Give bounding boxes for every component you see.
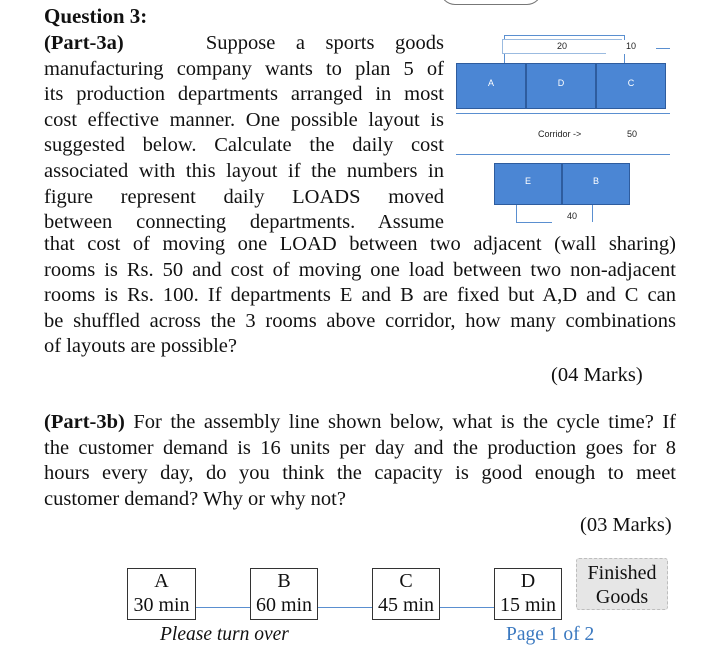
finished-goods-line-2: Goods [595,586,649,608]
layout-diagram [456,28,670,228]
previous-page-edge [440,0,542,5]
finished-goods-line-1: Finished [587,562,657,584]
part3b-line-2: the customer demand is 16 units per day and the production goes for 8 [44,436,676,459]
flow-label-e-b: 40 [552,210,592,224]
part3a-line-4: cost effective manner. One possible layout is [44,108,444,131]
page-number: Page 1 of 2 [506,624,595,645]
part3a-line-7: figure represent daily LOADS moved [44,185,444,208]
part3a-wide-line-3: rooms is Rs. 100. If departments E and B are fixed but A,D and C can [44,284,676,307]
department-a: A [456,63,526,109]
part3a-line-3: its production departments arranged in most [44,83,444,106]
department-e: E [494,163,562,205]
flow-label-d-b: 10 [606,40,656,54]
part3a-wide-line-4: be shuffled across the 3 rooms above corridor, how many combinations [44,309,676,332]
corridor-label: Corridor -> [538,129,582,139]
part3b-line-1: (Part-3b) For the assembly line shown below, what is the cycle time? If [44,411,676,433]
station-c [372,568,440,620]
station-a [127,568,196,620]
part3a-line-1: (Part-3a) Suppose a sports goods [44,32,444,54]
connector-a-b [196,607,250,608]
station-a-name: A [154,570,169,592]
finished-goods-box [576,558,668,610]
part3a-text-narrow [44,31,444,236]
station-d-name: D [520,570,536,592]
station-b [250,568,318,620]
part3b-line-4: customer demand? Why or why not? [44,487,346,510]
station-a-time: 30 min [133,594,190,616]
question-title: Question 3: [44,4,148,28]
part3a-wide-line-2: rooms is Rs. 50 and cost of moving one load between two non-adjacent [44,258,676,281]
turn-over-note: Please turn over [160,624,289,645]
part3a-line-2: manufacturing company wants to plan 5 of [44,57,444,80]
connector-c-d [440,607,494,608]
flow-label-c-b: 50 [624,128,640,140]
flow-line-e-b-right [592,204,593,222]
part3a-line-8: between connecting departments. Assume [44,211,444,234]
station-b-name: B [277,570,291,592]
flow-line-a-c-top [504,35,624,36]
part3a-line-6: associated with this layout if the numbers in [44,159,444,182]
corridor-wall-top [456,113,670,114]
part3a-wide-line-5: of layouts are possible? [44,335,237,358]
station-d [494,568,562,620]
part3b-text [44,410,676,512]
flow-label-a-c: 20 [502,39,622,54]
part3b-line-3: hours every day, do you think the capacity is good enough to meet [44,462,676,485]
part3b-marks: (03 Marks) [580,514,672,536]
connector-b-c [318,607,372,608]
part3a-label: (Part-3a) [44,32,124,54]
station-c-name: C [399,570,413,592]
part3a-wide-line-1: that cost of moving one LOAD between two adjacent (wall sharing) [44,233,676,255]
flow-line-e-b-left [516,204,517,222]
station-d-time: 15 min [499,594,557,616]
department-d: D [526,63,596,109]
part3b-label: (Part-3b) [44,411,125,433]
part3a-text-wide [44,232,676,360]
station-b-time: 60 min [255,594,313,616]
station-c-time: 45 min [377,594,435,616]
department-c: C [596,63,666,109]
corridor-wall-bottom [456,154,670,155]
part3a-marks: (04 Marks) [551,364,643,386]
department-b: B [562,163,630,205]
part3a-line-5: suggested below. Calculate the daily cost [44,134,444,157]
